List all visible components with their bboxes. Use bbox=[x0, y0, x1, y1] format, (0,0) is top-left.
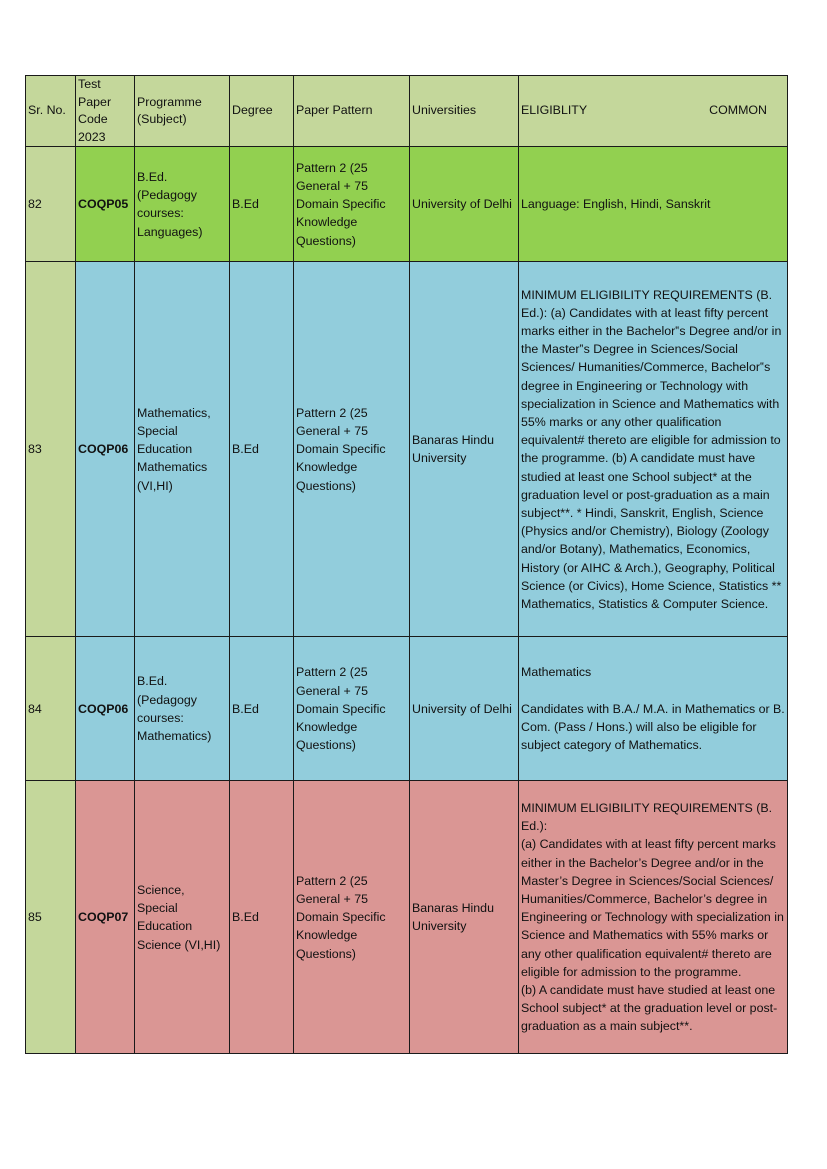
paper-pattern-cell: Pattern 2 (25 General + 75 Domain Specific Knowledge Questions) bbox=[294, 262, 410, 637]
paper-code-cell: COQP06 bbox=[76, 637, 135, 781]
degree-cell: B.Ed bbox=[230, 262, 294, 637]
table-row bbox=[26, 147, 788, 262]
header-universities: Universities bbox=[410, 76, 519, 147]
programme-cell: B.Ed. (Pedagogy courses: Mathematics) bbox=[135, 637, 230, 781]
header-paper-pattern: Paper Pattern bbox=[294, 76, 410, 147]
eligibility-table bbox=[25, 75, 788, 1054]
paper-code-cell: COQP05 bbox=[76, 147, 135, 262]
paper-code-cell: COQP06 bbox=[76, 262, 135, 637]
header-test-paper-code: Test Paper Code 2023 bbox=[76, 76, 135, 147]
eligibility-cell: MINIMUM ELIGIBILITY REQUIREMENTS (B. Ed.): (a) Candidates with at least fifty percent marks either in the Bachelor’s Degree and/or in the Master’s Degree in Sciences/Social Sciences/ Humanities/Commerce, Bachelor’s degree in Engineering or Technology with specialization in Science and Mathematics with 55% marks or any other qualification equivalent# thereto are eligible for admission to the programme. (b) A candidate must have studied at least one School subject* at the graduation level or post-graduation as a main subject**. bbox=[519, 781, 788, 1054]
sr-no-cell: 82 bbox=[26, 147, 76, 262]
university-cell: University of Delhi bbox=[410, 147, 519, 262]
eligibility-cell bbox=[519, 637, 788, 781]
header-eligibility-label: ELIGIBLITY bbox=[521, 103, 588, 118]
paper-pattern-cell: Pattern 2 (25 General + 75 Domain Specific Knowledge Questions) bbox=[294, 781, 410, 1054]
programme-cell: Mathematics, Special Education Mathematics (VI,HI) bbox=[135, 262, 230, 637]
paper-pattern-cell: Pattern 2 (25 General + 75 Domain Specific Knowledge Questions) bbox=[294, 637, 410, 781]
sr-no-cell: 83 bbox=[26, 262, 76, 637]
eligibility-cell: Language: English, Hindi, Sanskrit bbox=[519, 147, 788, 262]
programme-cell: Science, Special Education Science (VI,HI) bbox=[135, 781, 230, 1054]
header-sr-no: Sr. No. bbox=[26, 76, 76, 147]
header-programme: Programme (Subject) bbox=[135, 76, 230, 147]
eligibility-cell: MINIMUM ELIGIBILITY REQUIREMENTS (B. Ed.): (a) Candidates with at least fifty percent marks either in the Bachelor‟s Degree and/or in the Master‟s Degree in Sciences/Social Sciences/ Humanities/Commerce, Bachelor‟s degree in Engineering or Technology with specialization in Science and Mathematics with 55% marks or any other qualification equivalent# thereto are eligible for admission to the programme. (b) A candidate must have studied at least one School subject* at the graduation level or post-graduation as a main subject**. * Hindi, Sanskrit, English, Science (Physics and/or Chemistry), Biology (Zoology and/or Botany), Mathematics, Economics, History (or AIHC & Arch.), Geography, Political Science (or Civics), Home Science, Statistics ** Mathematics, Statistics & Computer Science. bbox=[519, 262, 788, 637]
table-row bbox=[26, 637, 788, 781]
university-cell: University of Delhi bbox=[410, 637, 519, 781]
header-row bbox=[26, 76, 788, 147]
degree-cell: B.Ed bbox=[230, 637, 294, 781]
degree-cell: B.Ed bbox=[230, 781, 294, 1054]
eligibility-text: Candidates with B.A./ M.A. in Mathematics or B. Com. (Pass / Hons.) will also be eligible for subject category of Mathematics. bbox=[521, 701, 785, 753]
university-cell: Banaras Hindu University bbox=[410, 781, 519, 1054]
header-common-label: COMMON bbox=[709, 103, 767, 118]
paper-pattern-cell: Pattern 2 (25 General + 75 Domain Specific Knowledge Questions) bbox=[294, 147, 410, 262]
degree-cell: B.Ed bbox=[230, 147, 294, 262]
table-row bbox=[26, 781, 788, 1054]
sr-no-cell: 85 bbox=[26, 781, 76, 1054]
header-eligibility bbox=[519, 76, 788, 147]
header-degree: Degree bbox=[230, 76, 294, 147]
eligibility-title: Mathematics bbox=[521, 665, 592, 680]
university-cell: Banaras Hindu University bbox=[410, 262, 519, 637]
sr-no-cell: 84 bbox=[26, 637, 76, 781]
table-row bbox=[26, 262, 788, 637]
paragraph-gap bbox=[521, 682, 785, 700]
programme-cell: B.Ed. (Pedagogy courses: Languages) bbox=[135, 147, 230, 262]
paper-code-cell: COQP07 bbox=[76, 781, 135, 1054]
